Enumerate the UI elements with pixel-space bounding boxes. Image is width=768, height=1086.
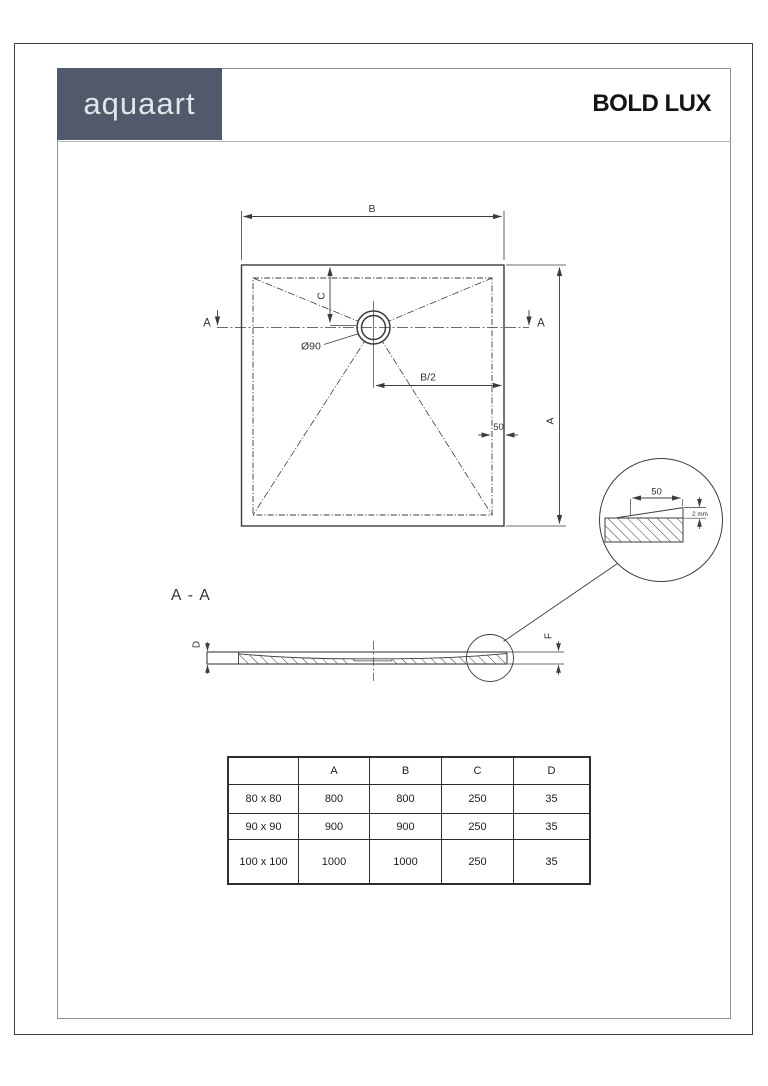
- product-title: BOLD LUX: [592, 90, 711, 117]
- table-cell: 35: [514, 814, 589, 840]
- table-cell: 800: [299, 785, 370, 814]
- table-cell: 1000: [370, 840, 442, 883]
- section-title: A - A: [171, 587, 212, 604]
- dim-label-b: B: [368, 203, 376, 215]
- section-view: [171, 587, 564, 682]
- detail-view: [504, 459, 723, 642]
- detail-section-block: [605, 518, 683, 542]
- dim-label-50: 50: [493, 422, 504, 433]
- table-cell: 900: [370, 814, 442, 840]
- table-header-size: [229, 758, 299, 785]
- section-marker-left: A: [203, 317, 211, 330]
- detail-leader-line: [504, 564, 618, 642]
- table-cell-size: 90 x 90: [229, 814, 299, 840]
- dim-label-c: C: [315, 292, 328, 300]
- drain-diameter-label: Ø90: [301, 340, 321, 353]
- table-cell: 35: [545, 855, 558, 868]
- detail-dim-2mm: 2 mm: [692, 510, 708, 518]
- top-view: [203, 203, 566, 526]
- table-cell: 800: [370, 785, 442, 814]
- table-cell: 35: [514, 785, 589, 814]
- table-cell: 250: [442, 785, 514, 814]
- table-cell-size: 100 x 100: [229, 840, 299, 883]
- section-marker-right: A: [537, 317, 545, 330]
- table-cell: 1000: [299, 840, 370, 883]
- table-header-c: C: [442, 758, 514, 785]
- table-header-d: D: [514, 758, 589, 785]
- detail-dim-50: 50: [651, 486, 662, 498]
- table-cell: 900: [299, 814, 370, 840]
- section-dim-d: D: [191, 640, 203, 649]
- dim-label-a: A: [544, 417, 557, 425]
- section-dim-f: F: [543, 632, 555, 640]
- brand-logo-text: aquaart: [83, 86, 196, 121]
- table-cell: 250: [442, 814, 514, 840]
- table-cell-size: 80 x 80: [229, 785, 299, 814]
- table-header-a: A: [299, 758, 370, 785]
- table-cell: 250: [442, 840, 514, 883]
- spec-table: [227, 756, 591, 885]
- tray-outline: [242, 265, 505, 526]
- dim-label-b2: B/2: [420, 371, 436, 384]
- table-header-b: B: [370, 758, 442, 785]
